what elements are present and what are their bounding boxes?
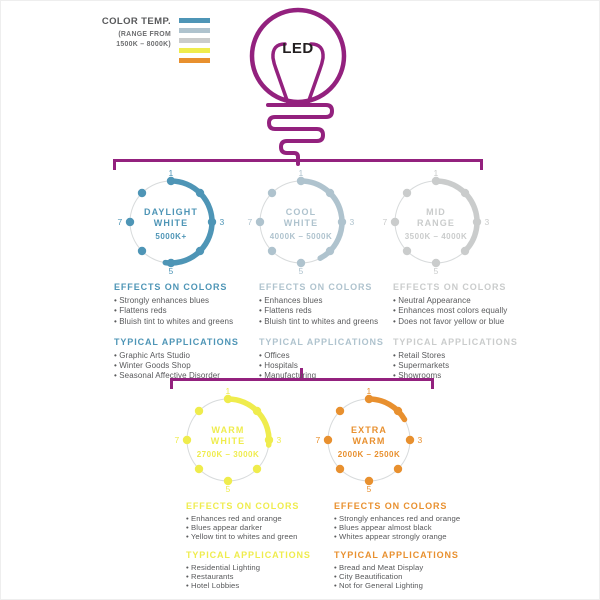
- effects-heading: EFFECTS ON COLORS: [186, 501, 300, 511]
- dial-number-3: 3: [417, 435, 423, 445]
- application-item: • Bread and Meat Display: [334, 563, 484, 572]
- application-item: • Offices: [259, 351, 409, 361]
- legend-swatch-extra-warm: [179, 58, 210, 63]
- dial-number-1: 1: [168, 168, 174, 178]
- dial-name-line1: WARM: [211, 425, 245, 435]
- effect-item: • Strongly enhances blues: [114, 296, 264, 306]
- legend-swatch-cool-white: [179, 28, 210, 33]
- dial-name-line2: WARM: [352, 436, 386, 446]
- effect-item: • Does not favor yellow or blue: [393, 317, 543, 327]
- dial-number-5: 5: [225, 484, 231, 494]
- effect-item: • Blues appear darker: [186, 523, 336, 532]
- dial-marks: [315, 386, 422, 494]
- legend-swatch-warm-white: [179, 48, 210, 53]
- effect-item: • Whites appear strongly orange: [334, 532, 484, 541]
- dial-number-5: 5: [168, 266, 174, 276]
- dial-number-3: 3: [484, 217, 490, 227]
- application-item: • City Beautification: [334, 572, 484, 581]
- dial-number-5: 5: [366, 484, 372, 494]
- dial-name-line2: WHITE: [210, 436, 246, 446]
- dial-number-1: 1: [298, 168, 304, 178]
- dial-number-7: 7: [315, 435, 321, 445]
- dial-daylight-white: [111, 167, 231, 287]
- application-item: • Not for General Lighting: [334, 581, 484, 590]
- effects-heading: EFFECTS ON COLORS: [114, 282, 228, 292]
- legend-swatch-daylight-white: [179, 18, 210, 23]
- application-item: • Restaurants: [186, 572, 336, 581]
- application-item: • Retail Stores: [393, 351, 543, 361]
- effect-item: • Enhances blues: [259, 296, 409, 306]
- effects-heading: EFFECTS ON COLORS: [393, 282, 507, 292]
- dial-number-7: 7: [382, 217, 388, 227]
- dial-range: 2700K – 3000K: [196, 450, 260, 459]
- effect-item: • Flattens reds: [114, 306, 264, 316]
- applications-heading: TYPICAL APPLICATIONS: [186, 549, 311, 560]
- effect-item: • Enhances red and orange: [186, 514, 336, 523]
- dial-mid-range: [376, 167, 496, 287]
- dial-name-line1: COOL: [285, 207, 317, 217]
- effect-item: • Enhances most colors equally: [393, 306, 543, 316]
- dial-cool-white: [241, 167, 361, 287]
- effect-item: • Yellow tint to whites and green: [186, 532, 336, 541]
- dial-marks: [117, 168, 224, 276]
- application-item: • Residential Lighting: [186, 563, 336, 572]
- legend: [93, 16, 210, 68]
- application-item: • Graphic Arts Studio: [114, 351, 264, 361]
- dial-name-line1: DAYLIGHT: [144, 207, 198, 217]
- legend-subtitle-line1: (RANGE FROM: [118, 31, 171, 38]
- applications-heading: TYPICAL APPLICATIONS: [334, 549, 459, 560]
- legend-title: COLOR TEMP.: [101, 16, 171, 27]
- application-item: • Manufacturing: [259, 371, 409, 381]
- bulb-led-label: LED: [282, 40, 314, 57]
- effect-item: • Strongly enhances red and orange: [334, 514, 484, 523]
- application-item: • Showrooms: [393, 371, 543, 381]
- effects-heading: EFFECTS ON COLORS: [334, 501, 448, 511]
- legend-swatch-mid-range: [179, 38, 210, 43]
- application-item: • Hotel Lobbies: [186, 581, 336, 590]
- panel-mid-range: [393, 282, 543, 382]
- legend-subtitle-line2: 1500K – 8000K): [116, 41, 171, 48]
- dial-name-line2: WHITE: [153, 218, 189, 228]
- application-item: • Supermarkets: [393, 361, 543, 371]
- bulb-outline: [252, 10, 344, 164]
- application-item: • Hospitals: [259, 361, 409, 371]
- effect-item: • Flattens reds: [259, 306, 409, 316]
- effect-item: • Blues appear almost black: [334, 523, 484, 532]
- applications-heading: TYPICAL APPLICATIONS: [259, 336, 384, 347]
- dial-marks: [247, 168, 354, 276]
- dial-number-7: 7: [247, 217, 253, 227]
- effects-heading: EFFECTS ON COLORS: [259, 282, 373, 292]
- applications-heading: TYPICAL APPLICATIONS: [114, 336, 239, 347]
- application-item: • Winter Goods Shop: [114, 361, 264, 371]
- dial-range: 3500K – 4000K: [404, 232, 468, 241]
- applications-heading: TYPICAL APPLICATIONS: [393, 336, 518, 347]
- panel-warm-white: [186, 501, 336, 590]
- panel-extra-warm: [334, 501, 484, 590]
- dial-name-line2: WHITE: [283, 218, 319, 228]
- dial-number-5: 5: [298, 266, 304, 276]
- led-bulb-illustration: [241, 6, 361, 168]
- dial-extra-warm: [309, 385, 429, 505]
- legend-text: [93, 16, 171, 50]
- dial-name-line1: EXTRA: [350, 425, 388, 435]
- dial-number-3: 3: [276, 435, 282, 445]
- dial-warm-white: [168, 385, 288, 505]
- dial-number-1: 1: [225, 386, 231, 396]
- dial-range: 2000K – 2500K: [337, 450, 401, 459]
- dial-range: 5000K+: [155, 232, 187, 241]
- dial-number-3: 3: [219, 217, 225, 227]
- dial-number-7: 7: [174, 435, 180, 445]
- panel-daylight-white: [114, 282, 264, 382]
- application-item: • Seasonal Affective Disorder: [114, 371, 264, 381]
- bulb-screw-base: [268, 105, 332, 164]
- dial-range: 4000K – 5000K: [269, 232, 333, 241]
- dial-number-1: 1: [433, 168, 439, 178]
- dial-number-5: 5: [433, 266, 439, 276]
- legend-swatches: [179, 16, 210, 68]
- dial-name-line1: MID: [426, 207, 446, 217]
- dial-marks: [382, 168, 489, 276]
- panel-cool-white: [259, 282, 409, 382]
- top-bracket-line: [113, 159, 483, 162]
- effect-item: • Bluish tint to whites and greens: [259, 317, 409, 327]
- effect-item: • Neutral Appearance: [393, 296, 543, 306]
- dial-number-7: 7: [117, 217, 123, 227]
- dial-marks: [174, 386, 281, 494]
- dial-number-1: 1: [366, 386, 372, 396]
- dial-number-3: 3: [349, 217, 355, 227]
- dial-name-line2: RANGE: [416, 218, 456, 228]
- effect-item: • Bluish tint to whites and greens: [114, 317, 264, 327]
